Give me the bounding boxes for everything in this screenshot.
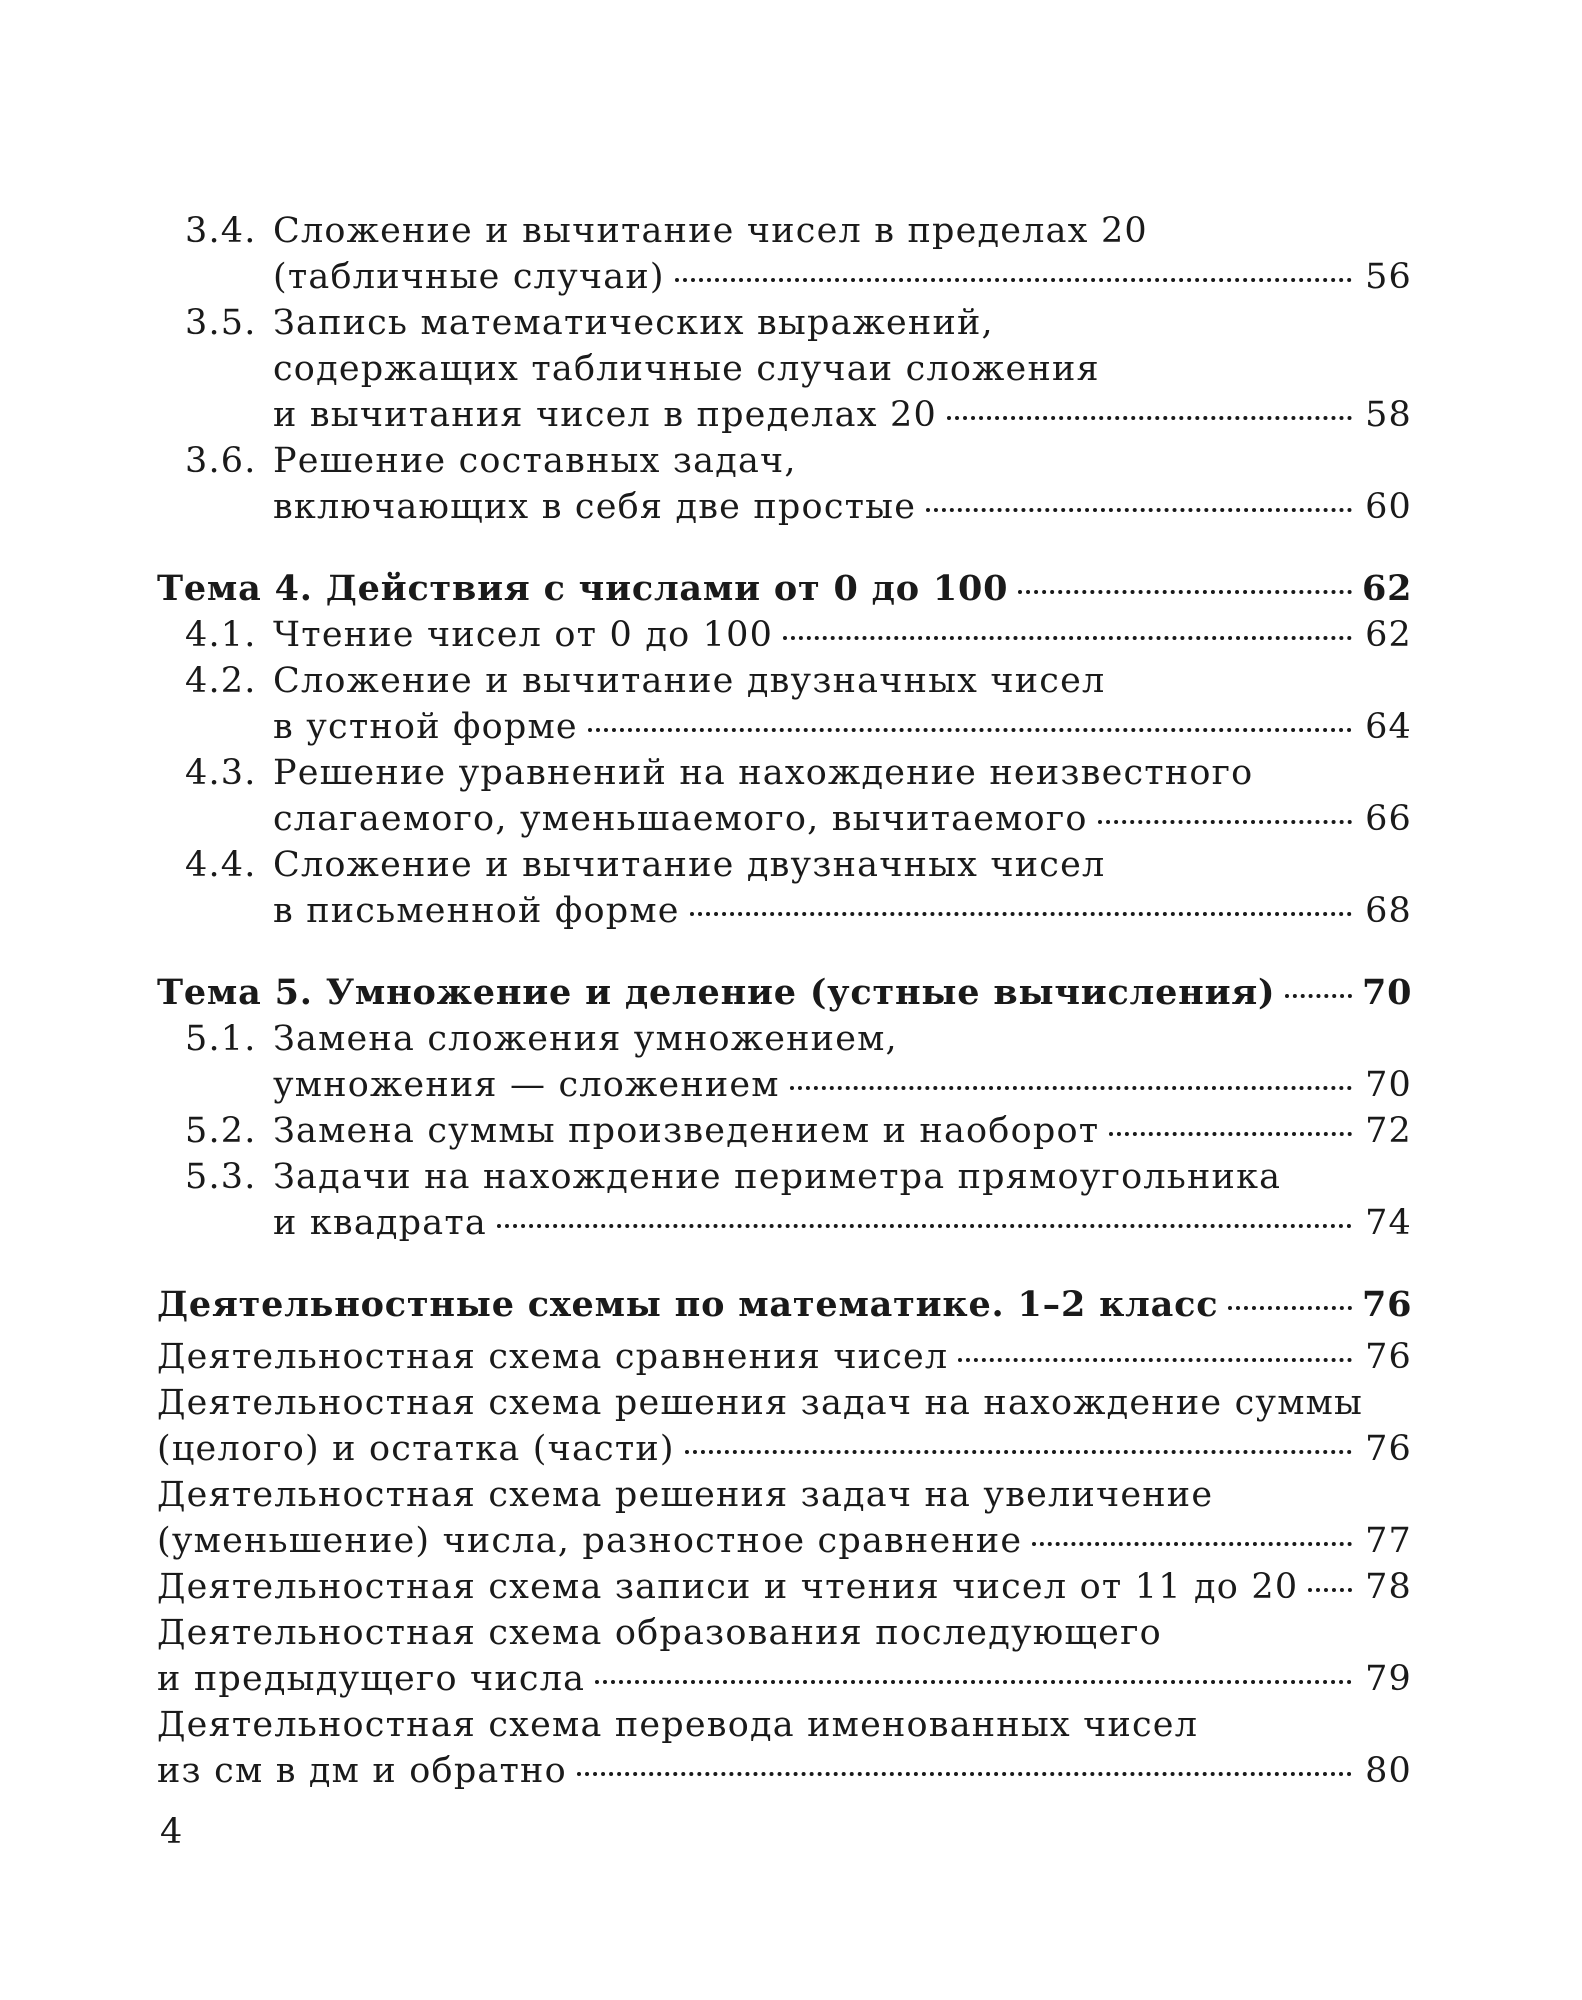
toc-text: Решение составных задач,	[273, 441, 797, 481]
toc-page-number: 70	[1365, 1065, 1412, 1105]
toc-number: 5.2.	[185, 1111, 257, 1151]
toc-text: Сложение и вычитание двузначных чисел	[273, 661, 1106, 701]
dot-leader	[790, 1076, 1352, 1090]
toc-text: Замена суммы произведением и наоборот	[273, 1111, 1100, 1151]
dot-leader	[958, 1348, 1352, 1362]
topic-5-heading	[157, 970, 1412, 1016]
toc-text: (табличные случаи)	[273, 257, 665, 297]
dot-leader	[685, 1440, 1352, 1454]
toc-text: Запись математических выражений,	[273, 303, 994, 343]
toc-page-number: 76	[1362, 1284, 1413, 1325]
dot-leader	[1032, 1532, 1352, 1546]
topic-title: Тема 4. Действия с числами от 0 до 100	[157, 568, 1009, 609]
page-footer-number: 4	[160, 1812, 183, 1852]
scheme-entry-1-line-1	[157, 1334, 1412, 1380]
toc-entry-5-2-line-1	[157, 1108, 1412, 1154]
toc-number: 4.4.	[185, 845, 257, 885]
toc-page-number: 78	[1365, 1567, 1412, 1607]
scheme-entry-2-line-1	[157, 1380, 1412, 1426]
toc-entry-5-3-line-2	[157, 1200, 1412, 1246]
toc-entry-4-3-line-1	[157, 750, 1412, 796]
dot-leader	[1098, 810, 1352, 824]
toc-text: из см в дм и обратно	[157, 1751, 567, 1791]
toc-text: и вычитания чисел в пределах 20	[273, 395, 937, 435]
toc-entry-5-3-line-1	[157, 1154, 1412, 1200]
toc-text: включающих в себя две простые	[273, 487, 917, 527]
toc-text: содержащих табличные случаи сложения	[273, 349, 1100, 389]
toc-text: в письменной форме	[273, 891, 680, 931]
toc-page-number: 72	[1365, 1111, 1412, 1151]
toc-entry-3-5-line-2	[157, 346, 1412, 392]
dot-leader	[497, 1214, 1352, 1228]
scheme-entry-3-line-2	[157, 1518, 1412, 1564]
toc-page-number: 60	[1365, 487, 1412, 527]
toc-text: Замена сложения умножением,	[273, 1019, 898, 1059]
dot-leader	[783, 626, 1352, 640]
toc-text: Деятельностная схема сравнения чисел	[157, 1337, 949, 1377]
toc-text: Решение уравнений на нахождение неизвестного	[273, 753, 1254, 793]
toc-text: Задачи на нахождение периметра прямоугольника	[273, 1157, 1282, 1197]
toc-entry-3-6-line-2	[157, 484, 1412, 530]
toc-entry-3-4-line-2	[157, 254, 1412, 300]
toc-number: 5.1.	[185, 1019, 257, 1059]
toc-entry-4-1-line-1	[157, 612, 1412, 658]
toc-text: Деятельностная схема перевода именованных чисел	[157, 1705, 1199, 1745]
toc-text: Деятельностная схема решения задач на увеличение	[157, 1475, 1214, 1515]
schemes-title: Деятельностные схемы по математике. 1–2 класс	[157, 1284, 1219, 1325]
dot-leader	[595, 1670, 1352, 1684]
toc-text: Деятельностная схема образования последующего	[157, 1613, 1162, 1653]
toc-text: Сложение и вычитание чисел в пределах 20	[273, 211, 1148, 251]
toc-number: 5.3.	[185, 1157, 257, 1197]
dot-leader	[1285, 984, 1352, 998]
toc-entry-3-4-line-1	[157, 208, 1412, 254]
dot-leader	[947, 406, 1352, 420]
dot-leader	[1018, 580, 1352, 594]
topic-5-block	[157, 970, 1412, 1246]
toc-number: 4.1.	[185, 615, 257, 655]
toc-text: слагаемого, уменьшаемого, вычитаемого	[273, 799, 1088, 839]
scheme-entry-5-line-1	[157, 1610, 1412, 1656]
toc-entry-5-1-line-2	[157, 1062, 1412, 1108]
toc-page-number: 70	[1362, 972, 1413, 1013]
toc-page-number: 66	[1365, 799, 1412, 839]
toc-text: (уменьшение) числа, разностное сравнение	[157, 1521, 1023, 1561]
toc-entry-5-1-line-1	[157, 1016, 1412, 1062]
dot-leader	[1228, 1296, 1352, 1310]
toc-entry-4-3-line-2	[157, 796, 1412, 842]
toc-page-number: 79	[1365, 1659, 1412, 1699]
toc-page-number: 62	[1362, 568, 1413, 609]
toc-text: Деятельностная схема решения задач на нахождение суммы	[157, 1383, 1364, 1423]
topic-4-block	[157, 566, 1412, 934]
toc-page-number: 62	[1365, 615, 1412, 655]
schemes-block	[157, 1282, 1412, 1794]
toc-entry-3-5-line-1	[157, 300, 1412, 346]
toc-entry-4-4-line-1	[157, 842, 1412, 888]
dot-leader	[926, 498, 1352, 512]
dot-leader	[1308, 1578, 1352, 1592]
toc-entry-3-6-line-1	[157, 438, 1412, 484]
dot-leader	[588, 718, 1352, 732]
toc-text: Деятельностная схема записи и чтения чисел от 11 до 20	[157, 1567, 1299, 1607]
scheme-entry-3-line-1	[157, 1472, 1412, 1518]
toc-page-number: 80	[1365, 1751, 1412, 1791]
toc-page-number: 64	[1365, 707, 1412, 747]
topic-title: Тема 5. Умножение и деление (устные вычисления)	[157, 972, 1276, 1013]
toc-entry-4-2-line-2	[157, 704, 1412, 750]
schemes-heading	[157, 1282, 1412, 1328]
scheme-entry-6-line-2	[157, 1748, 1412, 1794]
toc-text: и квадрата	[273, 1203, 487, 1243]
toc-text: Чтение чисел от 0 до 100	[273, 615, 774, 655]
section-3-entries	[157, 208, 1412, 530]
toc-entry-4-4-line-2	[157, 888, 1412, 934]
toc-page-number: 58	[1365, 395, 1412, 435]
dot-leader	[1109, 1122, 1352, 1136]
toc-page-number: 76	[1365, 1337, 1412, 1377]
dot-leader	[675, 268, 1352, 282]
scheme-entry-2-line-2	[157, 1426, 1412, 1472]
toc-page-number: 68	[1365, 891, 1412, 931]
table-of-contents	[157, 208, 1412, 1830]
topic-4-heading	[157, 566, 1412, 612]
toc-text: умножения — сложением	[273, 1065, 780, 1105]
toc-entry-3-5-line-3	[157, 392, 1412, 438]
scheme-entry-5-line-2	[157, 1656, 1412, 1702]
toc-number: 3.4.	[185, 211, 257, 251]
scheme-entry-4-line-1	[157, 1564, 1412, 1610]
dot-leader	[690, 902, 1352, 916]
toc-text: (целого) и остатка (части)	[157, 1429, 675, 1469]
scheme-entry-6-line-1	[157, 1702, 1412, 1748]
toc-page-number: 77	[1365, 1521, 1412, 1561]
toc-text: и предыдущего числа	[157, 1659, 586, 1699]
toc-number: 4.3.	[185, 753, 257, 793]
toc-page-number: 76	[1365, 1429, 1412, 1469]
toc-text: в устной форме	[273, 707, 578, 747]
toc-page-number: 56	[1365, 257, 1412, 297]
dot-leader	[577, 1762, 1352, 1776]
toc-number: 3.5.	[185, 303, 257, 343]
toc-number: 3.6.	[185, 441, 257, 481]
toc-entry-4-2-line-1	[157, 658, 1412, 704]
toc-text: Сложение и вычитание двузначных чисел	[273, 845, 1106, 885]
toc-page-number: 74	[1365, 1203, 1412, 1243]
toc-number: 4.2.	[185, 661, 257, 701]
